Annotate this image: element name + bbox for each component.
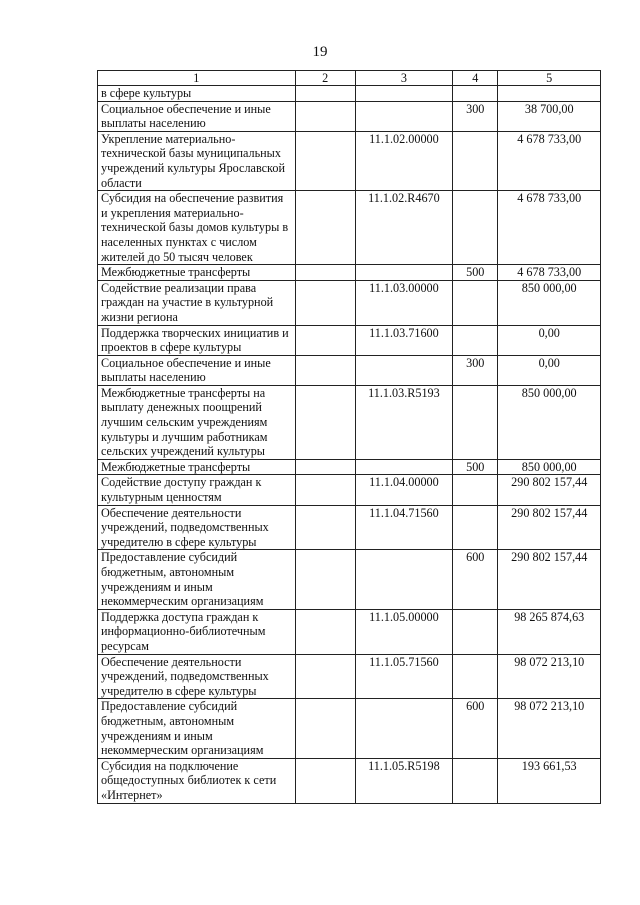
- row-col2: [295, 86, 355, 102]
- row-name: Поддержка доступа граждан к информационно-библиотечным ресурсам: [98, 609, 296, 654]
- row-amount: 4 678 733,00: [498, 131, 601, 190]
- table-row: [98, 355, 601, 385]
- row-amount: 98 265 874,63: [498, 609, 601, 654]
- row-col2: [295, 101, 355, 131]
- row-code: 11.1.03.R5193: [355, 385, 452, 459]
- table-row: [98, 609, 601, 654]
- row-col2: [295, 654, 355, 699]
- row-amount: 98 072 213,10: [498, 654, 601, 699]
- row-kvr: [453, 86, 498, 102]
- row-kvr: 600: [453, 699, 498, 758]
- row-col2: [295, 131, 355, 190]
- row-name: Поддержка творческих инициатив и проектов в сфере культуры: [98, 325, 296, 355]
- table-row: [98, 280, 601, 325]
- row-amount: 193 661,53: [498, 758, 601, 803]
- row-col2: [295, 385, 355, 459]
- table-row: [98, 191, 601, 265]
- row-amount: 98 072 213,10: [498, 699, 601, 758]
- row-name: в сфере культуры: [98, 86, 296, 102]
- row-code: [355, 550, 452, 609]
- row-name: Социальное обеспечение и иные выплаты населению: [98, 355, 296, 385]
- row-code: [355, 459, 452, 475]
- row-code: [355, 86, 452, 102]
- row-amount: 0,00: [498, 325, 601, 355]
- row-kvr: [453, 280, 498, 325]
- row-amount: 38 700,00: [498, 101, 601, 131]
- row-amount: 850 000,00: [498, 280, 601, 325]
- row-code: 11.1.04.00000: [355, 475, 452, 505]
- budget-table: [97, 70, 601, 804]
- row-col2: [295, 609, 355, 654]
- row-kvr: 300: [453, 101, 498, 131]
- row-amount: 850 000,00: [498, 385, 601, 459]
- row-amount: [498, 86, 601, 102]
- row-kvr: [453, 758, 498, 803]
- table-row: [98, 699, 601, 758]
- column-header: 3: [355, 71, 452, 86]
- table-row: [98, 86, 601, 102]
- row-name: Содействие доступу граждан к культурным ценностям: [98, 475, 296, 505]
- table-row: [98, 459, 601, 475]
- row-name: Содействие реализации права граждан на участие в культурной жизни региона: [98, 280, 296, 325]
- row-name: Субсидия на подключение общедоступных библиотек к сети «Интернет»: [98, 758, 296, 803]
- column-header: 5: [498, 71, 601, 86]
- row-name: Предоставление субсидий бюджетным, автономным учреждениям и иным некоммерческим организациям: [98, 699, 296, 758]
- row-name: Обеспечение деятельности учреждений, подведомственных учредителю в сфере культуры: [98, 654, 296, 699]
- row-col2: [295, 699, 355, 758]
- row-kvr: 300: [453, 355, 498, 385]
- table-row: [98, 475, 601, 505]
- row-col2: [295, 280, 355, 325]
- row-kvr: [453, 325, 498, 355]
- row-code: [355, 101, 452, 131]
- table-row: [98, 385, 601, 459]
- table-row: [98, 265, 601, 281]
- row-amount: 0,00: [498, 355, 601, 385]
- row-kvr: 600: [453, 550, 498, 609]
- row-kvr: [453, 505, 498, 550]
- row-code: [355, 355, 452, 385]
- row-name: Межбюджетные трансферты на выплату денежных поощрений лучшим сельским учреждениям культуры и лучшим работникам сельских учреждений культуры: [98, 385, 296, 459]
- table-row: [98, 758, 601, 803]
- row-kvr: [453, 654, 498, 699]
- row-col2: [295, 459, 355, 475]
- row-amount: 850 000,00: [498, 459, 601, 475]
- row-col2: [295, 325, 355, 355]
- row-amount: 290 802 157,44: [498, 550, 601, 609]
- row-code: 11.1.03.71600: [355, 325, 452, 355]
- row-amount: 290 802 157,44: [498, 475, 601, 505]
- row-name: Социальное обеспечение и иные выплаты населению: [98, 101, 296, 131]
- table-row: [98, 654, 601, 699]
- row-code: 11.1.05.00000: [355, 609, 452, 654]
- row-col2: [295, 758, 355, 803]
- row-name: Укрепление материально-технической базы муниципальных учреждений культуры Ярославской области: [98, 131, 296, 190]
- row-name: Межбюджетные трансферты: [98, 265, 296, 281]
- row-code: 11.1.02.00000: [355, 131, 452, 190]
- row-col2: [295, 355, 355, 385]
- table-row: [98, 550, 601, 609]
- row-amount: 4 678 733,00: [498, 265, 601, 281]
- row-col2: [295, 475, 355, 505]
- column-header: 4: [453, 71, 498, 86]
- row-name: Предоставление субсидий бюджетным, автономным учреждениям и иным некоммерческим организациям: [98, 550, 296, 609]
- page-number: 19: [312, 44, 328, 60]
- table-row: [98, 325, 601, 355]
- row-code: 11.1.05.71560: [355, 654, 452, 699]
- row-code: [355, 265, 452, 281]
- row-kvr: [453, 191, 498, 265]
- row-col2: [295, 550, 355, 609]
- row-kvr: 500: [453, 459, 498, 475]
- row-col2: [295, 505, 355, 550]
- row-name: Обеспечение деятельности учреждений, подведомственных учредителю в сфере культуры: [98, 505, 296, 550]
- row-code: 11.1.02.R4670: [355, 191, 452, 265]
- row-code: 11.1.03.00000: [355, 280, 452, 325]
- row-kvr: 500: [453, 265, 498, 281]
- row-col2: [295, 191, 355, 265]
- row-code: 11.1.05.R5198: [355, 758, 452, 803]
- row-kvr: [453, 385, 498, 459]
- row-kvr: [453, 609, 498, 654]
- row-name: Субсидия на обеспечение развития и укрепления материально-технической базы домов культуры в населенных пунктах с числом жителей до 50 тысяч человек: [98, 191, 296, 265]
- table-row: [98, 131, 601, 190]
- table-row: [98, 505, 601, 550]
- row-amount: 290 802 157,44: [498, 505, 601, 550]
- row-code: 11.1.04.71560: [355, 505, 452, 550]
- table-row: [98, 101, 601, 131]
- row-code: [355, 699, 452, 758]
- row-kvr: [453, 475, 498, 505]
- row-kvr: [453, 131, 498, 190]
- row-name: Межбюджетные трансферты: [98, 459, 296, 475]
- column-header: 2: [295, 71, 355, 86]
- row-col2: [295, 265, 355, 281]
- column-header: 1: [98, 71, 296, 86]
- row-amount: 4 678 733,00: [498, 191, 601, 265]
- table-header-row: [98, 71, 601, 86]
